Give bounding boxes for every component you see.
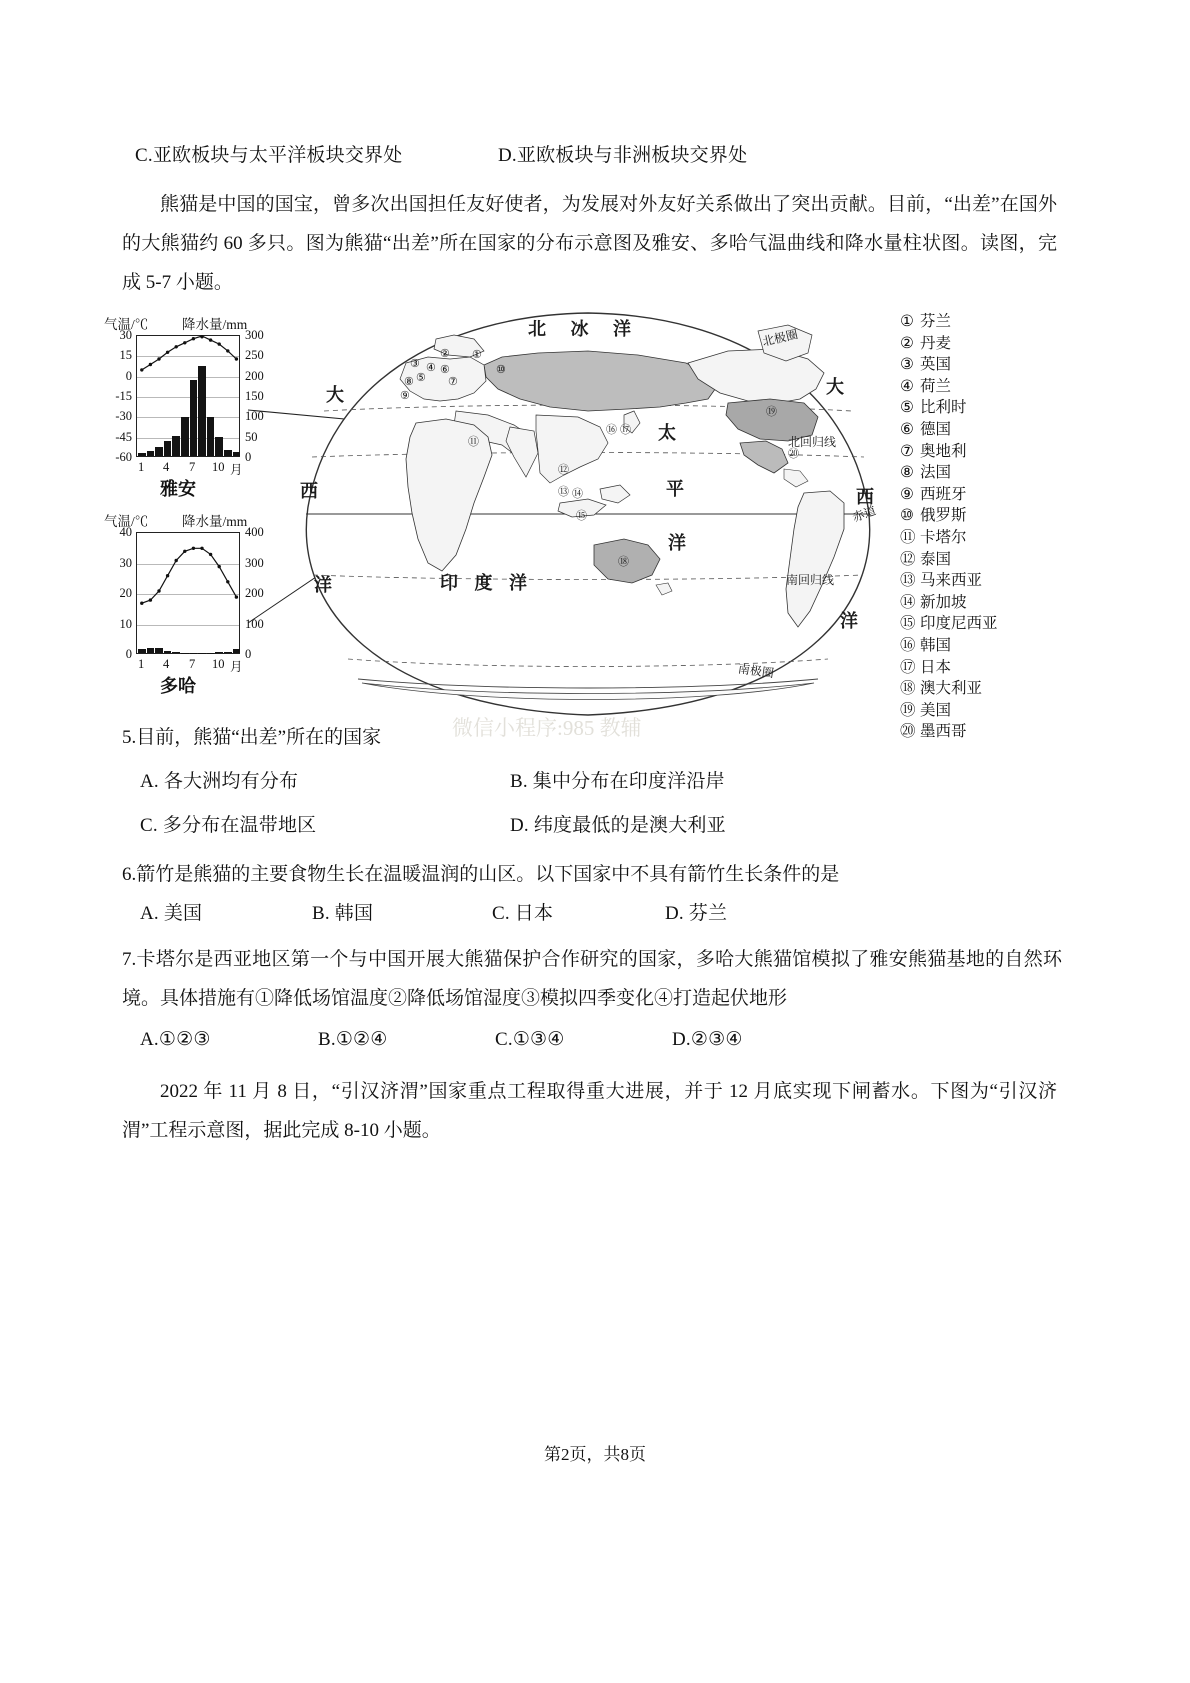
- ytick-yaan-0: 30: [119, 328, 132, 342]
- option-c-top: C.亚欧板块与太平洋板块交界处: [135, 145, 403, 166]
- y2tick-doha-2: 200: [245, 586, 264, 600]
- legend-name-15: 印度尼西亚: [920, 615, 998, 633]
- legend-name-10: 俄罗斯: [920, 507, 967, 525]
- map-label-equator: 赤道: [850, 503, 878, 525]
- legend-name-5: 比利时: [920, 399, 967, 417]
- q5-option-b: B. 集中分布在印度洋沿岸: [510, 771, 725, 792]
- map-label-atlantic-w1: 大: [326, 385, 344, 405]
- ytick-yaan-4: -30: [115, 409, 132, 424]
- y-axis-label-doha: 气温/℃: [104, 514, 149, 529]
- legend-name-19: 美国: [920, 701, 952, 719]
- legend-num-7: ⑦: [900, 442, 914, 460]
- legend-item-13: [900, 570, 1070, 592]
- y2tick-yaan-2: 200: [245, 368, 264, 383]
- y2tick-yaan-0: 300: [245, 328, 264, 342]
- y2tick-doha-4: 0: [245, 647, 252, 661]
- legend-name-3: 英国: [920, 356, 952, 374]
- legend-item-14: [900, 592, 1070, 614]
- legend-num-3: ③: [900, 356, 914, 374]
- legend-num-5: ⑤: [900, 399, 914, 417]
- legend-num-2: ②: [900, 334, 914, 352]
- legend-item-17: [900, 657, 1070, 679]
- xtick-doha-2: 7: [189, 657, 196, 671]
- map-marker-8: ⑧: [404, 376, 414, 388]
- world-map: [288, 307, 888, 722]
- map-marker-12: ⑫: [558, 464, 569, 476]
- map-label-atlantic-w3: 洋: [314, 575, 332, 595]
- map-label-pacific-3: 洋: [668, 533, 686, 553]
- legend-item-10: [900, 505, 1070, 527]
- xtick-yaan-3: 10: [212, 460, 225, 474]
- chart-title-yaan: 雅安: [160, 479, 196, 499]
- q7-option-a: A.①②③: [140, 1029, 211, 1050]
- q6-option-a: A. 美国: [140, 903, 203, 924]
- world-map-graphic: [288, 307, 888, 722]
- legend-name-14: 新加坡: [920, 593, 967, 611]
- legend-num-9: ⑨: [900, 485, 914, 503]
- map-label-atlantic-w2: 西: [300, 481, 318, 501]
- intro-paragraph: 熊猫是中国的国宝，曾多次出国担任友好使者，为发展对外友好关系做出了突出贡献。目前，“出差”在国外的大熊猫约 60 多只。图为熊猫“出差”所在国家的分布示意图及雅安、多哈气温曲线和降水量柱状图。读图，完成 5-7 小题。: [122, 194, 1057, 293]
- legend-name-16: 韩国: [920, 636, 952, 654]
- legend-name-8: 法国: [920, 464, 952, 482]
- map-marker-14: ⑭: [572, 488, 583, 500]
- q6-option-c: C. 日本: [492, 903, 554, 924]
- legend-name-18: 澳大利亚: [920, 680, 983, 698]
- map-marker-20: ⑳: [788, 448, 799, 460]
- map-label-atlantic-e3: 洋: [840, 611, 858, 631]
- ytick-yaan-5: -45: [115, 429, 132, 444]
- legend-num-16: ⑯: [900, 636, 916, 654]
- q7-option-d: D.②③④: [672, 1029, 743, 1050]
- map-marker-18: ⑱: [618, 556, 629, 568]
- legend-item-9: [900, 484, 1070, 506]
- legend-name-17: 日本: [920, 658, 952, 676]
- map-label-atlantic-e1: 大: [826, 377, 844, 397]
- chart-title-doha: 多哈: [160, 676, 196, 696]
- legend-num-11: ⑪: [900, 528, 916, 546]
- legend-item-6: [900, 419, 1070, 441]
- y2-axis-label-yaan: 降水量/mm: [182, 317, 248, 332]
- legend-num-14: ⑭: [900, 593, 916, 611]
- legend-item-7: [900, 441, 1070, 463]
- xtick-yaan-2: 7: [189, 460, 196, 474]
- q5-option-d: D. 纬度最低的是澳大利亚: [510, 815, 726, 836]
- y-axis-label-yaan: 气温/℃: [104, 317, 149, 332]
- y2tick-doha-0: 400: [245, 525, 264, 539]
- q7-option-c: C.①③④: [495, 1029, 565, 1050]
- xtick-yaan-0: 1: [138, 460, 145, 474]
- map-label-tropic-capricorn: 南回归线: [786, 573, 835, 587]
- legend-name-4: 荷兰: [920, 377, 952, 395]
- question-5-stem: 5.目前，熊猫“出差”所在的国家: [122, 727, 382, 748]
- q6-option-b: B. 韩国: [312, 903, 374, 924]
- map-label-arctic-ocean: 北 冰 洋: [528, 319, 641, 339]
- map-marker-19: ⑲: [766, 406, 777, 418]
- xtick-doha-3: 10: [212, 657, 225, 671]
- map-marker-13: ⑬: [558, 486, 569, 498]
- legend-item-16: [900, 635, 1070, 657]
- legend-item-8: [900, 462, 1070, 484]
- q5-option-a: A. 各大洲均有分布: [140, 771, 299, 792]
- xtick-yaan-1: 4: [163, 460, 170, 474]
- legend-num-12: ⑫: [900, 550, 916, 568]
- question-6-stem: 6.箭竹是熊猫的主要食物生长在温暖温润的山区。以下国家中不具有箭竹生长条件的是: [122, 864, 840, 885]
- legend-num-10: ⑩: [900, 507, 914, 525]
- map-marker-1: ①: [472, 349, 482, 361]
- y2tick-doha-3: 100: [245, 616, 264, 631]
- q6-option-d: D. 芬兰: [665, 903, 728, 924]
- map-marker-7: ⑦: [448, 376, 458, 388]
- map-marker-11: ⑪: [468, 436, 479, 448]
- y2tick-doha-1: 300: [245, 555, 264, 570]
- legend-item-2: [900, 333, 1070, 355]
- legend-name-1: 芬兰: [920, 313, 952, 330]
- legend-name-7: 奥地利: [920, 442, 967, 460]
- page-footer: 第2页，共8页: [544, 1445, 646, 1464]
- map-marker-15: ⑮: [576, 510, 587, 522]
- q5-option-c: C. 多分布在温带地区: [140, 815, 317, 836]
- legend-item-11: [900, 527, 1070, 549]
- map-label-arctic-circle: 北极圈: [760, 327, 800, 349]
- legend-item-3: [900, 354, 1070, 376]
- legend-num-19: ⑲: [900, 701, 916, 719]
- ytick-doha-4: 0: [125, 647, 132, 661]
- ytick-doha-2: 20: [119, 586, 132, 600]
- legend-name-6: 德国: [920, 420, 952, 438]
- ytick-yaan-1: 15: [119, 348, 132, 363]
- xtick-yaan-unit: 月: [230, 463, 243, 477]
- ytick-doha-1: 30: [119, 555, 132, 570]
- xtick-doha-1: 4: [163, 657, 170, 671]
- legend-num-20: ⑳: [900, 723, 916, 741]
- map-marker-17: ⑰: [620, 424, 631, 436]
- question-7-stem: 7.卡塔尔是西亚地区第一个与中国开展大熊猫保护合作研究的国家，多哈大熊猫馆模拟了雅安熊猫基地的自然环境。具体措施有①降低场馆温度②降低场馆湿度③模拟四季变化④打造起伏地形: [122, 949, 1062, 1009]
- closing-paragraph: 2022 年 11 月 8 日，“引汉济渭”国家重点工程取得重大进展，并于 12 月底实现下闸蓄水。下图为“引汉济渭”工程示意图，据此完成 8-10 小题。: [122, 1081, 1057, 1141]
- xtick-doha-0: 1: [138, 657, 145, 671]
- legend-name-12: 泰国: [920, 550, 952, 568]
- country-legend-list: [900, 311, 1070, 743]
- q7-option-b: B.①②④: [318, 1029, 388, 1050]
- legend-num-13: ⑬: [900, 572, 916, 590]
- map-marker-9: ⑨: [400, 390, 410, 402]
- xtick-doha-unit: 月: [230, 660, 243, 674]
- ytick-yaan-6: -60: [115, 450, 132, 464]
- legend-item-15: [900, 613, 1070, 635]
- map-marker-16: ⑯: [606, 424, 617, 436]
- map-label-tropic-cancer: 北回归线: [788, 435, 837, 449]
- ytick-yaan-3: -15: [115, 389, 132, 403]
- map-marker-4: ④: [426, 362, 436, 374]
- legend-num-18: ⑱: [900, 680, 916, 698]
- legend-num-4: ④: [900, 377, 914, 395]
- map-label-atlantic-e2: 西: [856, 487, 874, 507]
- legend-item-4: [900, 376, 1070, 398]
- legend-num-1: ①: [900, 313, 914, 330]
- map-marker-5: ⑤: [416, 372, 426, 384]
- legend-name-20: 墨西哥: [920, 723, 967, 741]
- option-d-top: D.亚欧板块与非洲板块交界处: [498, 145, 748, 166]
- legend-num-6: ⑥: [900, 420, 914, 438]
- y2tick-yaan-4: 100: [245, 409, 264, 424]
- map-label-pacific-2: 平: [666, 479, 684, 499]
- legend-item-1: [900, 311, 1070, 333]
- map-label-antarctic-circle: 南极圈: [737, 661, 775, 681]
- y2tick-yaan-5: 50: [245, 429, 258, 444]
- legend-num-15: ⑮: [900, 615, 916, 633]
- legend-item-12: [900, 549, 1070, 571]
- legend-name-9: 西班牙: [920, 485, 967, 503]
- map-marker-3: ③: [410, 358, 420, 370]
- y2tick-yaan-1: 250: [245, 348, 264, 363]
- y2tick-yaan-6: 0: [245, 450, 252, 464]
- ytick-doha-3: 10: [119, 616, 132, 631]
- watermark: 微信小程序:985 教辅: [452, 716, 642, 740]
- legend-item-5: [900, 397, 1070, 419]
- ytick-doha-0: 40: [119, 525, 132, 539]
- legend-num-8: ⑧: [900, 464, 914, 482]
- legend-name-11: 卡塔尔: [920, 528, 967, 546]
- legend-num-17: ⑰: [900, 658, 916, 676]
- y2-axis-label-doha: 降水量/mm: [182, 514, 248, 529]
- legend-item-18: [900, 678, 1070, 700]
- ytick-yaan-2: 0: [125, 368, 132, 383]
- map-marker-10: ⑩: [496, 364, 506, 376]
- legend-name-2: 丹麦: [920, 334, 952, 352]
- map-label-indian-ocean: 印 度 洋: [440, 573, 533, 593]
- map-marker-2: ②: [440, 348, 450, 360]
- map-label-pacific-1: 太: [658, 423, 676, 443]
- y2tick-yaan-3: 150: [245, 389, 264, 403]
- legend-name-13: 马来西亚: [920, 572, 983, 590]
- map-marker-6: ⑥: [440, 364, 450, 376]
